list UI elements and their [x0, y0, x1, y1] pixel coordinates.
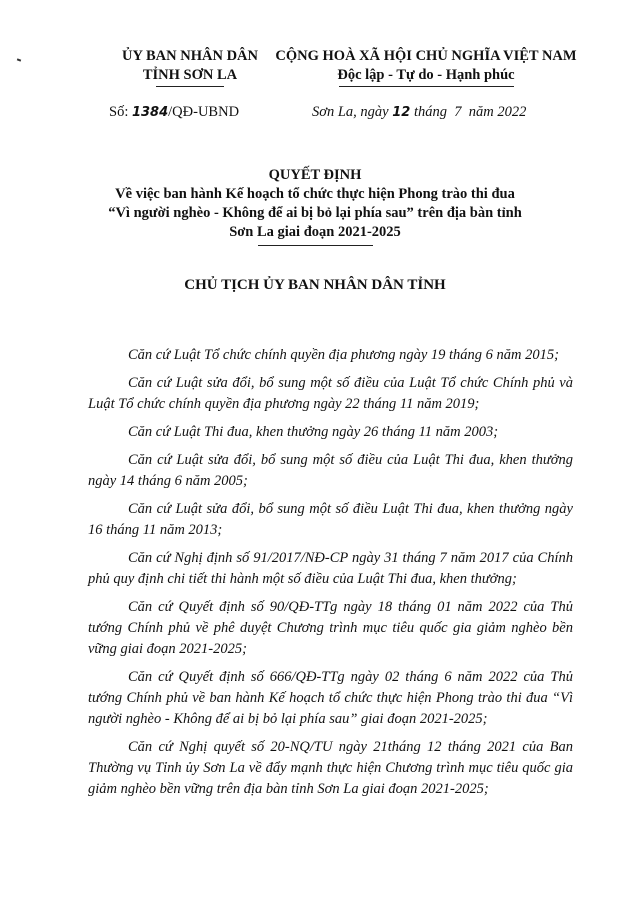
basis-paragraph: Căn cứ Luật sửa đổi, bổ sung một số điều của Luật Thi đua, khen thưởng ngày 14 tháng 6 năm 2005;	[88, 452, 573, 489]
basis-paragraph: Căn cứ Quyết định số 90/QĐ-TTg ngày 18 tháng 01 năm 2022 của Thủ tướng Chính phủ về phê duyệt Chương trình mục tiêu quốc gia giảm nghèo bền vững giai đoạn 2021-2025;	[88, 599, 573, 657]
authority-heading: CHỦ TỊCH ỦY BAN NHÂN DÂN TỈNH	[184, 277, 446, 293]
date-rest: tháng 7 năm 2022	[410, 104, 527, 120]
basis-paragraph: Căn cứ Quyết định số 666/QĐ-TTg ngày 02 tháng 6 năm 2022 của Thủ tướng Chính phủ về ban hành Kế hoạch tổ chức thực hiện Phong trào thi đua “Vì người nghèo - Không để ai bị bỏ lại phía sau” giai đoạn 2021-2025;	[88, 669, 573, 727]
doc-number-suffix: /QĐ-UBND	[168, 104, 240, 120]
basis-paragraph: Căn cứ Luật sửa đổi, bổ sung một số điều của Luật Tổ chức Chính phủ và Luật Tổ chức chính quyền địa phương ngày 22 tháng 11 năm 2019;	[88, 375, 573, 412]
title-line-2: “Vì người nghèo - Không để ai bị bỏ lại phía sau” trên địa bàn tỉnh	[108, 205, 522, 221]
doc-number-handwritten: 1384	[131, 105, 169, 120]
basis-paragraph: Căn cứ Luật Thi đua, khen thưởng ngày 26 tháng 11 năm 2003;	[128, 424, 499, 440]
agency-underline	[156, 86, 224, 87]
scan-mark	[17, 58, 21, 61]
title-line-3: Sơn La giai đoạn 2021-2025	[229, 224, 401, 240]
agency-line-2: TỈNH SƠN LA	[142, 67, 238, 83]
basis-paragraph: Căn cứ Nghị quyết số 20-NQ/TU ngày 21tháng 12 tháng 2021 của Ban Thường vụ Tỉnh ủy Sơn La về đẩy mạnh thực hiện Chương trình mục tiêu quốc gia giảm nghèo bền vững trên địa bàn tỉnh Sơn La giai đoạn 2021-2025;	[88, 739, 573, 797]
date-prefix: Sơn La, ngày	[312, 104, 393, 120]
national-title	[268, 47, 584, 87]
nation-line-1: CỘNG HOÀ XÃ HỘI CHỦ NGHĨA VIỆT NAM	[275, 48, 577, 64]
document-date	[312, 104, 526, 121]
issuing-agency	[105, 47, 275, 87]
basis-paragraph: Căn cứ Luật Tổ chức chính quyền địa phương ngày 19 tháng 6 năm 2015;	[128, 347, 559, 363]
nation-underline	[339, 86, 514, 87]
decision-heading: QUYẾT ĐỊNH	[268, 167, 362, 183]
nation-line-2: Độc lập - Tự do - Hạnh phúc	[337, 67, 515, 83]
title-underline	[258, 245, 373, 246]
document-number	[109, 104, 239, 121]
basis-paragraph: Căn cứ Luật sửa đổi, bổ sung một số điều Luật Thi đua, khen thưởng ngày 16 tháng 11 năm 2013;	[88, 501, 573, 538]
date-day-handwritten: 12	[392, 105, 411, 120]
basis-paragraph: Căn cứ Nghị định số 91/2017/NĐ-CP ngày 31 tháng 7 năm 2017 của Chính phủ quy định chi tiết thi hành một số điều của Luật Thi đua, khen thưởng;	[88, 550, 573, 587]
doc-number-prefix: Số:	[109, 104, 132, 120]
legal-bases	[88, 345, 573, 807]
decision-title	[60, 166, 570, 246]
agency-line-1: ỦY BAN NHÂN DÂN	[121, 48, 258, 64]
title-line-1: Về việc ban hành Kế hoạch tổ chức thực hiện Phong trào thi đua	[115, 186, 515, 202]
